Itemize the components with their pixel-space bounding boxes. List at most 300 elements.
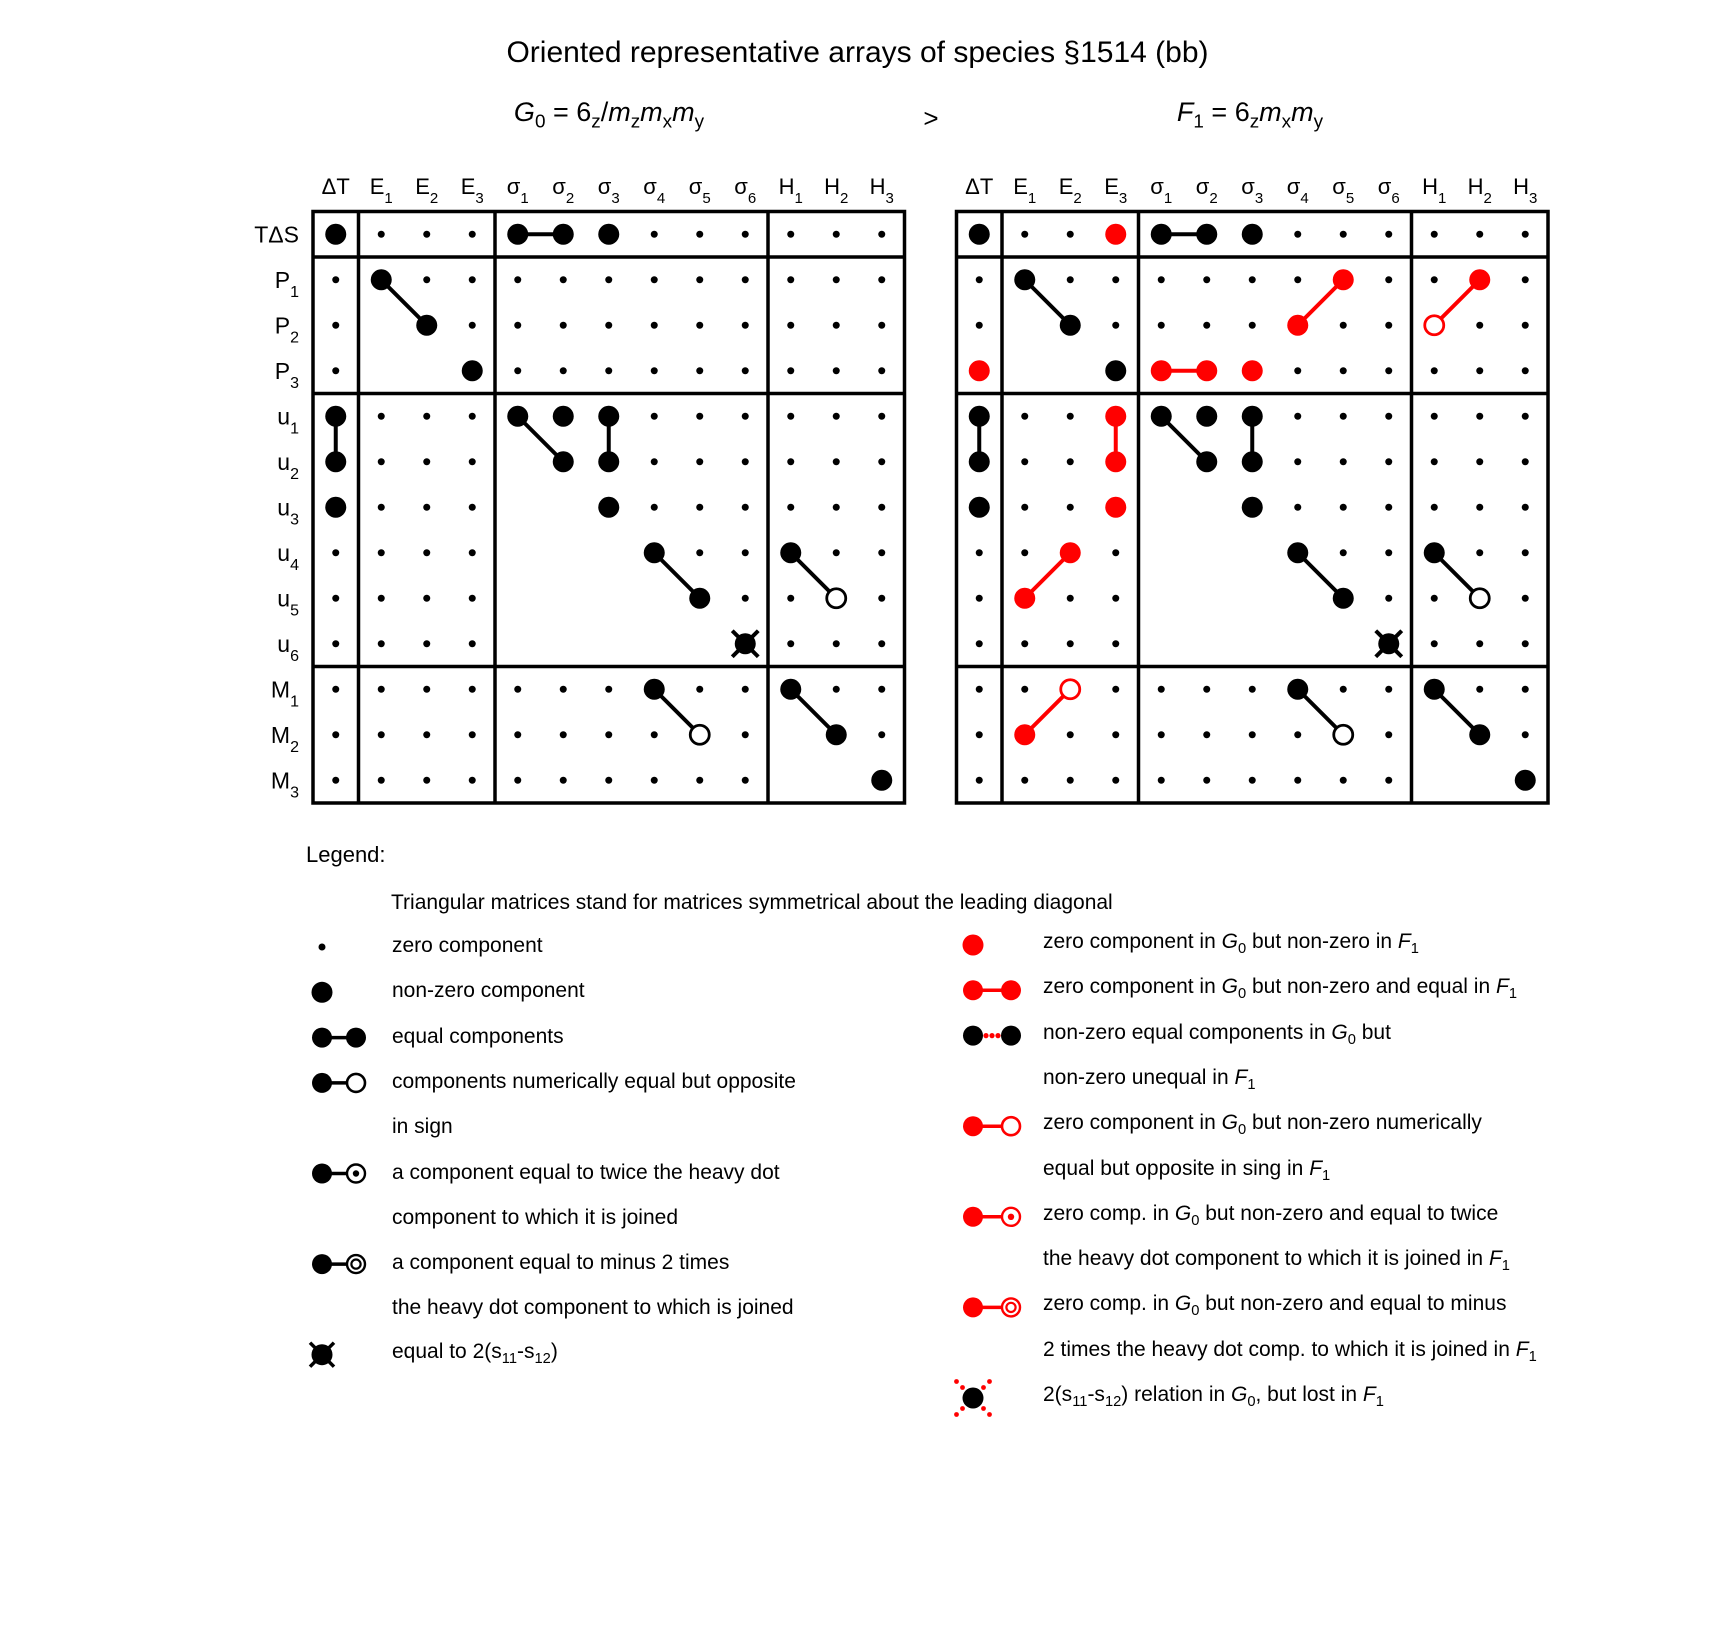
legend-text-line <box>1043 930 1419 957</box>
zero-component-dot <box>423 504 430 511</box>
dot <box>960 1406 965 1411</box>
zero-component-dot <box>1522 413 1529 420</box>
matrix-row-label: $M_3$ <box>270 767 299 802</box>
matrix-col-header: ΔT <box>321 174 350 199</box>
legend-symbol-red-big <box>963 935 984 956</box>
zero-component-dot <box>1112 322 1119 329</box>
zero-component-dot <box>651 504 658 511</box>
non-zero-component-dot <box>598 406 619 427</box>
non-zero-component-dot <box>598 497 619 518</box>
zero-component-dot <box>742 549 749 556</box>
zero-component-dot <box>332 686 339 693</box>
open-circle-opposite <box>827 589 846 608</box>
zero-component-dot <box>514 777 521 784</box>
zero-component-dot <box>787 322 794 329</box>
text-segment: = 6 <box>1203 97 1250 127</box>
matrix-col-header: $\sigma_3$ <box>1241 174 1264 207</box>
non-zero-component-dot <box>1151 224 1172 245</box>
zero-component-dot <box>1431 276 1438 283</box>
zero-component-dot <box>1067 231 1074 238</box>
dot <box>960 1385 965 1390</box>
zero-component-dot <box>1203 322 1210 329</box>
matrix-row-label: TΔS <box>254 221 299 248</box>
dot <box>963 1116 983 1136</box>
zero-component-dot <box>651 731 658 738</box>
zero-component-dot <box>1203 276 1210 283</box>
text-segment: components numerically equal but opposite <box>392 1069 796 1093</box>
text-segment: F <box>1309 1156 1323 1180</box>
text-segment: 1 <box>1322 1167 1331 1184</box>
matrix-col-header: $\sigma_6$ <box>1377 174 1400 207</box>
dot <box>312 1344 333 1365</box>
zero-component-dot <box>1203 686 1210 693</box>
matrix-row-label: $u_2$ <box>277 448 299 483</box>
zero-component-dot <box>1112 777 1119 784</box>
comparison-symbol: > <box>923 103 939 133</box>
text-segment: 1 <box>1410 941 1419 958</box>
zero-component-dot <box>1294 731 1301 738</box>
zero-component-dot <box>1021 777 1028 784</box>
zero-component-dot <box>1385 595 1392 602</box>
text-segment: but <box>1355 1020 1391 1044</box>
non-zero-component-dot <box>644 679 665 700</box>
text-segment: 1 <box>1193 111 1204 133</box>
zero-component-dot <box>378 413 385 420</box>
zero-component-dot <box>878 322 885 329</box>
zero-component-dot <box>1522 458 1529 465</box>
zero-component-dot <box>1385 549 1392 556</box>
zero-component-dot <box>1476 549 1483 556</box>
matrix-col-header: $\sigma_3$ <box>597 174 620 207</box>
text-segment: ) <box>550 1339 558 1363</box>
zero-component-dot <box>378 549 385 556</box>
non-zero-component-dot <box>598 224 619 245</box>
zero-component-dot <box>469 640 476 647</box>
zero-component-dot <box>651 367 658 374</box>
zero-component-dot <box>469 777 476 784</box>
text-segment: but non-zero and equal to minus <box>1199 1292 1507 1316</box>
non-zero-component-dot <box>1515 770 1536 791</box>
matrix-row-label: $u_1$ <box>277 403 299 438</box>
zero-component-dot <box>1385 686 1392 693</box>
zero-component-dot <box>423 549 430 556</box>
legend-intro: Triangular matrices stand for matrices symmetrical about the leading diagonal <box>391 891 1113 914</box>
zero-component-dot <box>878 595 885 602</box>
non-zero-component-dot <box>325 497 346 518</box>
text-segment: 1 <box>1508 986 1517 1003</box>
matrix-row-label: $u_3$ <box>277 494 299 529</box>
text-segment: 12 <box>534 1350 551 1367</box>
dot <box>954 1412 959 1417</box>
zero-component-dot <box>1385 458 1392 465</box>
zero-component-dot <box>878 504 885 511</box>
zero-component-dot <box>696 413 703 420</box>
text-segment: zero component in <box>1043 975 1222 999</box>
zero-component-dot <box>469 413 476 420</box>
red-non-zero-dot <box>1151 360 1172 381</box>
text-segment: non-zero unequal in <box>1043 1065 1235 1089</box>
dot <box>989 1033 994 1038</box>
zero-component-dot <box>378 458 385 465</box>
non-zero-component-dot <box>325 224 346 245</box>
zero-component-dot <box>878 640 885 647</box>
text-segment: y <box>1313 111 1324 133</box>
legend-symbol-zero <box>319 944 326 951</box>
legend-text-line <box>392 1206 678 1230</box>
text-segment: F <box>1234 1065 1248 1089</box>
zero-component-dot <box>787 367 794 374</box>
matrix-col-header: $\sigma_1$ <box>1150 174 1173 207</box>
legend-symbol-big <box>312 982 333 1003</box>
zero-component-dot <box>833 231 840 238</box>
zero-component-dot <box>1067 276 1074 283</box>
zero-component-dot <box>1385 777 1392 784</box>
zero-component-dot <box>1340 367 1347 374</box>
text-segment: z <box>630 111 641 133</box>
text-segment: ) relation in <box>1121 1383 1231 1407</box>
text-segment: but non-zero in <box>1246 930 1398 954</box>
zero-component-dot <box>1021 504 1028 511</box>
zero-component-dot <box>1431 367 1438 374</box>
zero-component-dot <box>1340 458 1347 465</box>
zero-component-dot <box>878 458 885 465</box>
non-zero-component-dot <box>644 542 665 563</box>
zero-component-dot <box>1431 595 1438 602</box>
matrix-col-header: $\sigma_2$ <box>1195 174 1218 207</box>
legend-text-line <box>1043 1247 1510 1274</box>
matrix-row-label: $M_2$ <box>270 721 299 756</box>
non-zero-component-dot <box>969 406 990 427</box>
text-segment: m <box>1259 97 1282 127</box>
dot <box>346 1028 366 1048</box>
dot <box>319 944 326 951</box>
dot <box>312 1073 332 1093</box>
zero-component-dot <box>1385 322 1392 329</box>
dot <box>987 1412 992 1417</box>
red-non-zero-dot <box>1469 269 1490 290</box>
text-segment: 0 <box>1191 1303 1200 1320</box>
crossed-dot-2s11-s12 <box>732 631 758 657</box>
zero-component-dot <box>651 458 658 465</box>
legend-text-line <box>1043 1111 1482 1138</box>
text-segment: 1 <box>1247 1077 1256 1094</box>
legend-text-line <box>392 1070 796 1094</box>
zero-component-dot <box>742 276 749 283</box>
zero-component-dot <box>878 731 885 738</box>
legend-symbol-red-pair <box>963 980 1021 1000</box>
dot <box>1001 1026 1021 1046</box>
red-non-zero-dot <box>1333 269 1354 290</box>
zero-component-dot <box>514 686 521 693</box>
matrix-row-label: $P_3$ <box>274 357 299 392</box>
legend-symbol-xdot-lost <box>954 1379 992 1417</box>
red-open-circle <box>1425 316 1444 335</box>
legend-text-line <box>1043 1338 1537 1365</box>
zero-component-dot <box>605 276 612 283</box>
text-segment: 0 <box>1237 941 1247 958</box>
red-non-zero-dot <box>969 360 990 381</box>
zero-component-dot <box>332 640 339 647</box>
matrix-col-header: $\sigma_5$ <box>688 174 711 207</box>
matrix-row-label: $P_2$ <box>274 312 299 347</box>
matrix-col-header: $E_3$ <box>1104 174 1128 207</box>
text-segment: F <box>1362 1383 1376 1407</box>
zero-component-dot <box>742 595 749 602</box>
text-segment: -s <box>1087 1383 1105 1407</box>
zero-component-dot <box>378 686 385 693</box>
zero-component-dot <box>332 276 339 283</box>
zero-component-dot <box>514 367 521 374</box>
zero-component-dot <box>378 504 385 511</box>
zero-component-dot <box>742 504 749 511</box>
zero-component-dot <box>1294 276 1301 283</box>
matrix-col-header: $H_2$ <box>1467 174 1492 207</box>
zero-component-dot <box>696 367 703 374</box>
non-zero-component-dot <box>826 724 847 745</box>
text-segment: G <box>1221 930 1238 954</box>
non-zero-component-dot <box>1196 224 1217 245</box>
legend-symbol-pair-doublecircle <box>312 1254 365 1274</box>
red-non-zero-dot <box>1060 542 1081 563</box>
text-segment: F <box>1515 1337 1529 1361</box>
legend-symbol-pair-dotted <box>963 1026 1021 1046</box>
matrix-col-header: $H_3$ <box>869 174 894 207</box>
zero-component-dot <box>878 231 885 238</box>
zero-component-dot <box>1158 322 1165 329</box>
red-non-zero-dot <box>1105 224 1126 245</box>
zero-component-dot <box>1431 504 1438 511</box>
zero-component-dot <box>423 731 430 738</box>
zero-component-dot <box>1476 322 1483 329</box>
text-segment: F <box>1397 930 1411 954</box>
zero-component-dot <box>1249 322 1256 329</box>
legend-text-line <box>1043 1383 1384 1410</box>
zero-component-dot <box>469 686 476 693</box>
matrix-col-header: $E_1$ <box>1013 174 1037 207</box>
non-zero-component-dot <box>1287 542 1308 563</box>
text-segment: non-zero equal components in <box>1043 1020 1332 1044</box>
red-non-zero-dot <box>1196 360 1217 381</box>
dot <box>312 1164 332 1184</box>
crossed-dot-2s11-s12 <box>1376 631 1402 657</box>
zero-component-dot <box>1476 640 1483 647</box>
zero-component-dot <box>742 231 749 238</box>
matrix-col-header: $H_2$ <box>824 174 849 207</box>
zero-component-dot <box>1294 231 1301 238</box>
dot <box>1008 1214 1014 1220</box>
legend-text-line <box>1043 1021 1391 1048</box>
zero-component-dot <box>651 413 658 420</box>
zero-component-dot <box>1067 640 1074 647</box>
text-segment: 2 times the heavy dot comp. to which it is joined in <box>1043 1337 1516 1361</box>
zero-component-dot <box>1476 458 1483 465</box>
text-segment: G <box>1221 975 1238 999</box>
zero-component-dot <box>469 595 476 602</box>
red-non-zero-dot <box>1242 360 1263 381</box>
matrix-col-header: $E_2$ <box>415 174 439 207</box>
zero-component-dot <box>696 777 703 784</box>
text-segment: z <box>1249 111 1260 133</box>
text-segment: 12 <box>1104 1394 1122 1411</box>
non-zero-component-dot <box>1333 588 1354 609</box>
text-segment: a component equal to minus 2 times <box>392 1250 730 1274</box>
zero-component-dot <box>1294 367 1301 374</box>
zero-component-dot <box>1522 231 1529 238</box>
text-segment: zero component in <box>1043 930 1222 954</box>
dot <box>963 1026 983 1046</box>
non-zero-component-dot <box>325 406 346 427</box>
dot <box>995 1033 1000 1038</box>
zero-component-dot <box>1203 777 1210 784</box>
legend-text-line <box>392 1160 780 1184</box>
text-segment: 2(s <box>1043 1383 1073 1407</box>
matrix-col-header: ΔT <box>965 174 994 199</box>
non-zero-component-dot <box>871 770 892 791</box>
non-zero-component-dot <box>1287 679 1308 700</box>
zero-component-dot <box>1249 731 1256 738</box>
zero-component-dot <box>1021 413 1028 420</box>
dot <box>1001 980 1021 1000</box>
zero-component-dot <box>787 640 794 647</box>
cell-links <box>336 234 837 735</box>
text-segment: 11 <box>1072 1394 1088 1411</box>
text-segment: x <box>1281 111 1292 133</box>
zero-component-dot <box>976 595 983 602</box>
text-segment: m <box>1291 97 1314 127</box>
dot <box>963 1388 984 1409</box>
zero-component-dot <box>378 231 385 238</box>
zero-component-dot <box>1067 504 1074 511</box>
zero-component-dot <box>976 640 983 647</box>
text-segment: in sign <box>392 1114 453 1138</box>
legend-symbol-xdot <box>310 1343 334 1367</box>
red-non-zero-dot <box>1105 451 1126 472</box>
zero-component-dot <box>332 595 339 602</box>
text-segment: -s <box>517 1339 535 1363</box>
matrix-col-header: $E_1$ <box>369 174 393 207</box>
zero-component-dot <box>1522 595 1529 602</box>
zero-component-dot <box>651 276 658 283</box>
zero-component-dot <box>469 322 476 329</box>
zero-component-dot <box>332 549 339 556</box>
zero-component-dot <box>742 458 749 465</box>
zero-component-dot <box>378 777 385 784</box>
dot <box>954 1379 959 1384</box>
non-zero-component-dot <box>1242 406 1263 427</box>
crossed-dot-core <box>735 633 756 654</box>
text-segment: zero component <box>392 933 543 957</box>
non-zero-component-dot <box>371 269 392 290</box>
dot <box>312 1254 332 1274</box>
open-circle-opposite <box>1334 725 1353 744</box>
zero-component-dot <box>833 413 840 420</box>
text-segment: , but lost in <box>1255 1383 1363 1407</box>
zero-component-dot <box>1021 640 1028 647</box>
legend-label: Legend: <box>306 842 386 867</box>
legend-text-line <box>392 934 543 958</box>
non-zero-component-dot <box>969 451 990 472</box>
zero-component-dot <box>833 549 840 556</box>
zero-component-dot <box>1158 276 1165 283</box>
matrix-col-header: $E_3$ <box>460 174 484 207</box>
legend-text-line <box>392 1251 729 1275</box>
zero-component-dot <box>742 777 749 784</box>
zero-component-dot <box>1112 640 1119 647</box>
zero-component-dot <box>605 367 612 374</box>
zero-component-dot <box>1476 367 1483 374</box>
zero-component-dot <box>976 322 983 329</box>
matrix-col-header: $\sigma_4$ <box>1286 174 1309 207</box>
text-segment: equal components <box>392 1024 564 1048</box>
zero-component-dot <box>1340 777 1347 784</box>
matrix-row-label: $u_4$ <box>277 539 299 574</box>
zero-component-dot <box>605 322 612 329</box>
zero-component-dot <box>1340 413 1347 420</box>
zero-component-dot <box>514 731 521 738</box>
zero-component-dot <box>469 731 476 738</box>
text-segment: G <box>1221 1111 1238 1135</box>
zero-component-dot <box>787 276 794 283</box>
text-segment: = 6 <box>545 97 592 127</box>
crossed-dot-core <box>1378 633 1399 654</box>
zero-component-dot <box>1476 504 1483 511</box>
open-circle <box>347 1074 365 1092</box>
non-zero-component-dot <box>1151 406 1172 427</box>
zero-component-dot <box>1385 367 1392 374</box>
text-segment: 0 <box>534 111 546 133</box>
zero-component-dot <box>742 413 749 420</box>
zero-component-dot <box>378 640 385 647</box>
red-non-zero-dot <box>1014 724 1035 745</box>
legend-text-line <box>392 1115 453 1139</box>
non-zero-component-dot <box>1014 269 1035 290</box>
zero-component-dot <box>696 686 703 693</box>
non-zero-component-dot <box>416 315 437 336</box>
zero-component-dot <box>976 549 983 556</box>
text-segment: F <box>1488 1247 1502 1271</box>
zero-component-dot <box>696 276 703 283</box>
zero-component-dot <box>1431 640 1438 647</box>
text-segment: but non-zero numerically <box>1246 1111 1482 1135</box>
text-segment: 0 <box>1191 1213 1200 1230</box>
non-zero-component-dot <box>507 406 528 427</box>
text-segment: G <box>1231 1383 1248 1407</box>
zero-component-dot <box>560 276 567 283</box>
zero-component-dot <box>605 686 612 693</box>
matrix-G0 <box>254 174 904 803</box>
zero-component-dot <box>1522 322 1529 329</box>
zero-component-dot <box>469 458 476 465</box>
text-segment: m <box>608 97 631 127</box>
matrix-col-header: $\sigma_4$ <box>643 174 666 207</box>
zero-component-dot <box>696 322 703 329</box>
text-segment: F <box>1495 975 1509 999</box>
zero-component-dot <box>787 231 794 238</box>
zero-component-dot <box>1067 777 1074 784</box>
zero-component-dot <box>423 231 430 238</box>
text-segment: G <box>1174 1201 1192 1225</box>
matrix-col-header: $E_2$ <box>1058 174 1082 207</box>
text-segment: m <box>640 97 663 127</box>
zero-component-dot <box>1431 231 1438 238</box>
zero-component-dot <box>976 276 983 283</box>
text-segment: x <box>662 111 673 133</box>
zero-component-dot <box>651 322 658 329</box>
matrix-col-header: $H_3$ <box>1513 174 1538 207</box>
zero-component-dot <box>1385 276 1392 283</box>
non-zero-component-dot <box>598 451 619 472</box>
text-segment: G <box>513 97 535 127</box>
